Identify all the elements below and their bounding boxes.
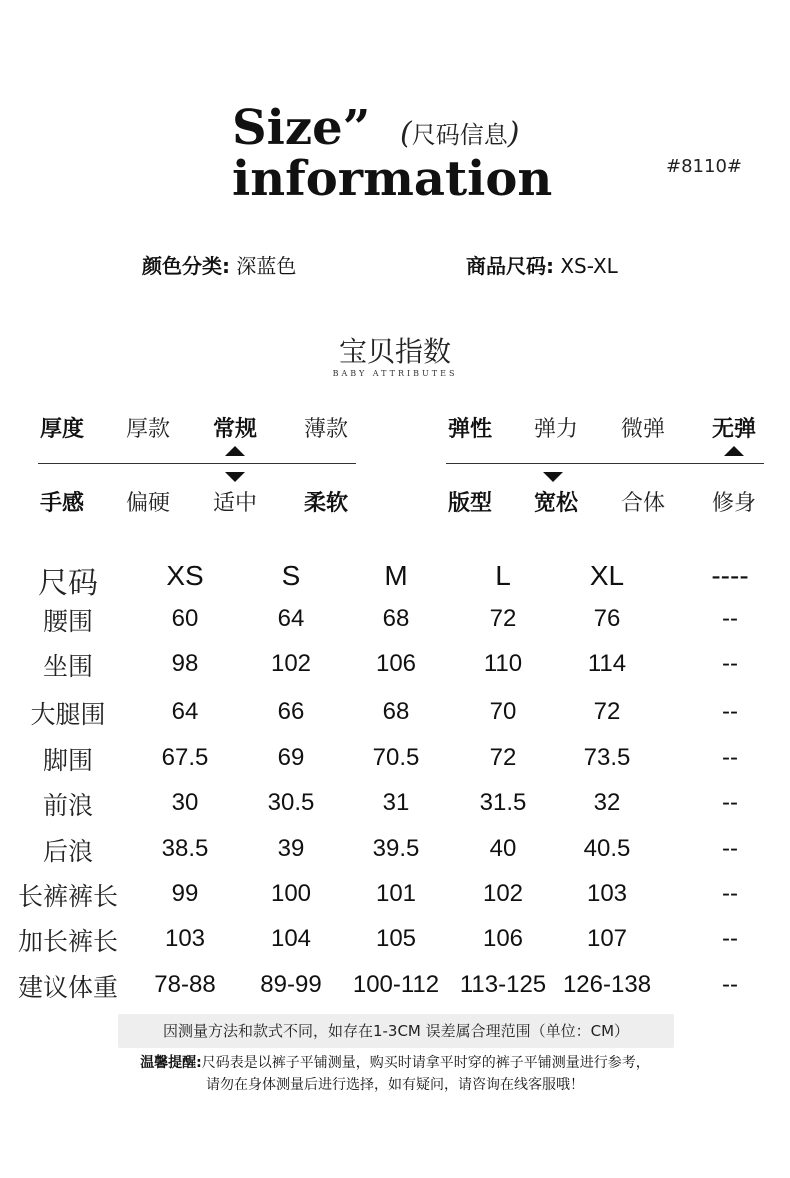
- table-cell: --: [722, 698, 738, 725]
- divider-left: [38, 463, 356, 464]
- table-cell: 76: [593, 605, 621, 632]
- table-cell: 114: [587, 650, 627, 677]
- table-cell: 72: [593, 698, 621, 725]
- table-cell: 32: [593, 789, 621, 816]
- attr-thickness-option-3: 薄款: [303, 417, 349, 442]
- table-row-label: 后浪: [42, 837, 94, 866]
- table-cell: 107: [586, 925, 628, 952]
- selected-down-triangle-icon: [543, 472, 563, 482]
- table-cell: --: [722, 744, 738, 771]
- table-cell: --: [722, 835, 738, 862]
- measurement-note: 因测量方法和款式不同，如存在1-3CM 误差属合理范围（单位：CM）: [118, 1014, 674, 1048]
- table-cell: 67.5: [161, 744, 209, 771]
- table-row-label: 坐围: [42, 652, 94, 681]
- attr-elasticity-label: 弹性: [447, 417, 493, 442]
- table-cell: 102: [270, 650, 312, 677]
- table-cell: 98: [171, 650, 199, 677]
- table-cell: 40.5: [583, 835, 631, 862]
- table-cell: 105: [375, 925, 417, 952]
- table-cell: 103: [586, 880, 628, 907]
- table-cell: 30.5: [267, 789, 315, 816]
- color-value: 深蓝色: [236, 254, 297, 278]
- table-cell: 106: [482, 925, 524, 952]
- table-cell: 103: [164, 925, 206, 952]
- table-cell: 64: [277, 605, 305, 632]
- table-cell: 72: [489, 744, 517, 771]
- table-cell: --: [722, 925, 738, 952]
- table-cell: 101: [375, 880, 417, 907]
- tip-line-2: 请勿在身体测量后进行选择，如有疑问，请咨询在线客服哦！: [206, 1077, 584, 1093]
- size-info: [466, 250, 618, 279]
- selected-down-triangle-icon: [225, 472, 245, 482]
- attr-elasticity-option-1: 弹力: [533, 417, 579, 442]
- attr-elasticity-option-3: 无弹: [711, 417, 757, 442]
- product-code: #8110#: [666, 156, 742, 177]
- attr-fit-option-1: 宽松: [533, 491, 579, 516]
- table-row-label: 腰围: [42, 607, 94, 636]
- table-cell: 68: [382, 605, 410, 632]
- attr-feel-option-2: 适中: [212, 491, 258, 516]
- subtitle-cn: [400, 114, 519, 155]
- attr-thickness-option-2: 常规: [212, 417, 258, 442]
- table-cell: 72: [489, 605, 517, 632]
- table-cell: 38.5: [161, 835, 209, 862]
- selected-up-triangle-icon: [724, 446, 744, 456]
- table-cell: 70.5: [372, 744, 420, 771]
- table-cell: 100-112: [352, 971, 440, 998]
- size-header-cell: S: [281, 560, 301, 591]
- color-info: [142, 250, 296, 279]
- table-cell: --: [722, 971, 738, 998]
- table-cell: 106: [375, 650, 417, 677]
- table-cell: 31.5: [479, 789, 527, 816]
- table-cell: --: [722, 880, 738, 907]
- tip-line-1: [0, 1052, 790, 1072]
- table-cell: 104: [270, 925, 312, 952]
- table-cell: 126-138: [562, 971, 652, 998]
- table-cell: 64: [171, 698, 199, 725]
- table-cell: --: [722, 605, 738, 632]
- section-title: 宝贝指数: [338, 335, 451, 368]
- attr-feel-option-3: 柔软: [303, 491, 349, 516]
- table-cell: 100: [270, 880, 312, 907]
- table-cell: 66: [277, 698, 305, 725]
- table-cell: 30: [171, 789, 199, 816]
- size-label: 商品尺码:: [466, 254, 554, 278]
- color-label: 颜色分类:: [142, 254, 230, 278]
- table-cell: 69: [277, 744, 305, 771]
- table-cell: 73.5: [583, 744, 631, 771]
- size-header-label: 尺码: [38, 566, 98, 601]
- size-value: XS-XL: [560, 254, 618, 278]
- table-row-label: 长裤裤长: [17, 882, 119, 911]
- attr-fit-option-2: 合体: [620, 491, 666, 516]
- table-row-label: 前浪: [42, 791, 94, 820]
- attr-fit-option-3: 修身: [711, 491, 757, 516]
- table-row-label: 加长裤长: [17, 927, 119, 956]
- tip-label: 温馨提醒:: [140, 1055, 202, 1071]
- table-cell: 31: [382, 789, 410, 816]
- attr-elasticity-option-2: 微弹: [620, 417, 666, 442]
- attr-feel-label: 手感: [39, 491, 85, 516]
- attr-feel-option-1: 偏硬: [125, 491, 171, 516]
- table-cell: 89-99: [260, 971, 322, 998]
- table-cell: 78-88: [154, 971, 216, 998]
- paren-close: ): [507, 116, 520, 151]
- table-row-label: 脚围: [42, 746, 94, 775]
- table-cell: --: [722, 789, 738, 816]
- table-cell: --: [722, 650, 738, 677]
- size-header-cell: ----: [711, 560, 749, 591]
- size-header-cell: L: [495, 560, 511, 591]
- divider-right: [446, 463, 764, 464]
- size-header-cell: XS: [166, 560, 204, 591]
- tip-text-1: 尺码表是以裤子平铺测量，购买时请拿平时穿的裤子平铺测量进行参考，: [201, 1055, 650, 1071]
- size-header-cell: XL: [589, 560, 625, 591]
- table-cell: 99: [171, 880, 199, 907]
- selected-up-triangle-icon: [225, 446, 245, 456]
- table-cell: 39.5: [372, 835, 420, 862]
- title-information: information: [232, 151, 553, 207]
- subtitle-cn-text: 尺码信息: [411, 121, 508, 149]
- table-cell: 60: [171, 605, 199, 632]
- table-cell: 102: [482, 880, 524, 907]
- section-subtitle: BABY ATTRIBUTES: [332, 369, 458, 378]
- table-row-label: 大腿围: [30, 700, 106, 729]
- table-cell: 40: [489, 835, 517, 862]
- title-size: Size”: [232, 100, 371, 156]
- size-header-cell: M: [384, 560, 408, 591]
- attr-thickness-option-1: 厚款: [125, 417, 171, 442]
- attr-fit-label: 版型: [447, 491, 493, 516]
- table-cell: 39: [277, 835, 305, 862]
- table-cell: 113-125: [459, 971, 547, 998]
- table-cell: 68: [382, 698, 410, 725]
- attr-thickness-label: 厚度: [39, 417, 85, 442]
- table-cell: 110: [483, 650, 523, 677]
- table-row-label: 建议体重: [17, 973, 119, 1002]
- table-cell: 70: [489, 698, 517, 725]
- paren-open: (: [400, 116, 412, 151]
